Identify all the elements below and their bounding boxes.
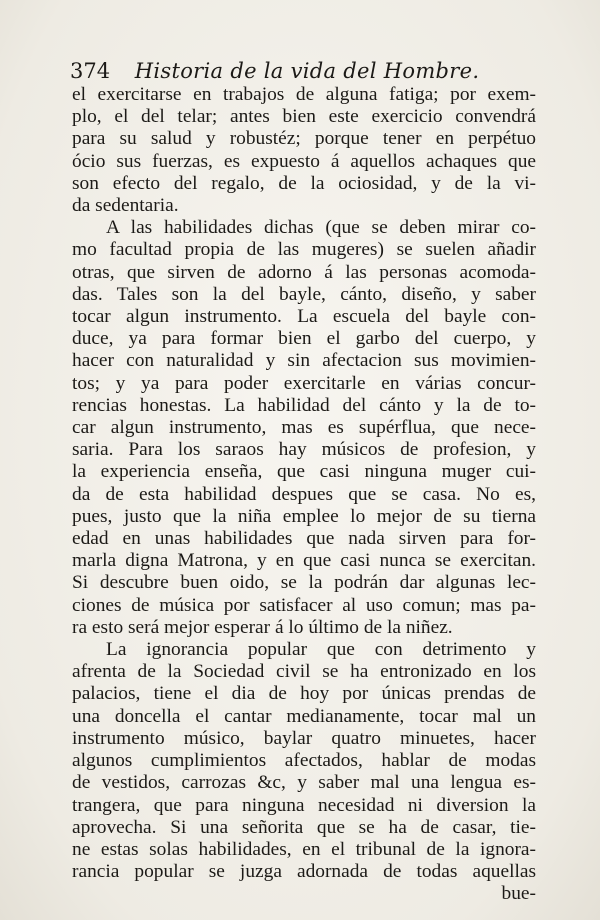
text-line: rencias honestas. La habilidad del cánto y la de to- — [72, 394, 536, 416]
text-line: de vestidos, carrozas &c, y saber mal una lengua es- — [72, 772, 536, 794]
catchword: bue- — [501, 883, 536, 905]
body-text — [72, 84, 536, 906]
text-line: para su salud y robustéz; porque tener en perpétuo — [72, 128, 536, 150]
text-line: ra esto será mejor esperar á lo último de la niñez. — [72, 616, 453, 638]
page-number: 374 — [70, 59, 111, 83]
text-line: trangera, que para ninguna necesidad ni diversion la — [72, 794, 536, 816]
text-line: tos; y ya para poder exercitarle en várias concur- — [72, 372, 536, 394]
text-line: instrumento músico, baylar quatro minuetes, hacer — [72, 727, 536, 749]
text-line: pues, justo que la niña emplee lo mejor de su tierna — [72, 505, 536, 527]
text-line: ne estas solas habilidades, en el tribunal de la ignora- — [72, 838, 536, 860]
paragraph — [72, 84, 536, 217]
text-line: palacios, tiene el dia de hoy por únicas prendas de — [72, 683, 536, 705]
text-line: edad en unas habilidades que nada sirven para for- — [72, 528, 536, 550]
text-line: aprovecha. Si una señorita que se ha de casar, tie- — [72, 816, 536, 838]
text-line: da sedentaria. — [72, 195, 179, 217]
text-line: hacer con naturalidad y sin afectacion sus movimien- — [72, 350, 536, 372]
text-line: algunos cumplimientos afectados, hablar de modas — [72, 750, 536, 772]
text-line: mo facultad propia de las mugeres) se suelen añadir — [72, 239, 536, 261]
text-line: car algun instrumento, mas es supérflua, que nece- — [72, 417, 536, 439]
text-line: ciones de música por satisfacer al uso comun; mas pa- — [72, 594, 536, 616]
text-line: plo, el del telar; antes bien este exercicio convendrá — [72, 106, 536, 128]
text-line: da de esta habilidad despues que se casa. No es, — [72, 483, 536, 505]
paragraph — [72, 639, 536, 883]
text-line: afrenta de la Sociedad civil se ha entronizado en los — [72, 661, 536, 683]
text-line: Si descubre buen oido, se la podrán dar algunas lec- — [72, 572, 536, 594]
text-line: A las habilidades dichas (que se deben mirar co- — [106, 217, 536, 239]
paragraphs-container — [72, 84, 536, 883]
text-line: das. Tales son la del bayle, cánto, diseño, y saber — [72, 283, 536, 305]
page-header — [70, 58, 540, 84]
text-line: el exercitarse en trabajos de alguna fatiga; por exem- — [72, 84, 536, 105]
text-line: otras, que sirven de adorno á las personas acomoda- — [72, 261, 536, 283]
text-line: la experiencia enseña, que casi ninguna muger cui- — [72, 461, 536, 483]
text-line: duce, ya para formar bien el garbo del cuerpo, y — [72, 328, 536, 350]
text-line: marla digna Matrona, y en que casi nunca se exercitan. — [72, 550, 536, 572]
text-line: ócio sus fuerzas, es expuesto á aquellos achaques que — [72, 150, 536, 172]
paragraph — [72, 217, 536, 639]
text-line: son efecto del regalo, de la ociosidad, y de la vi- — [72, 172, 536, 194]
text-line: La ignorancia popular que con detrimento y — [106, 639, 536, 661]
text-line: rancia popular se juzga adornada de todas aquellas — [72, 861, 536, 883]
text-line: saria. Para los saraos hay músicos de profesion, y — [72, 439, 536, 461]
text-line: una doncella el cantar medianamente, tocar mal un — [72, 705, 536, 727]
text-line: tocar algun instrumento. La escuela del bayle con- — [72, 306, 536, 328]
running-title: Historia de la vida del Hombre. — [134, 59, 480, 83]
